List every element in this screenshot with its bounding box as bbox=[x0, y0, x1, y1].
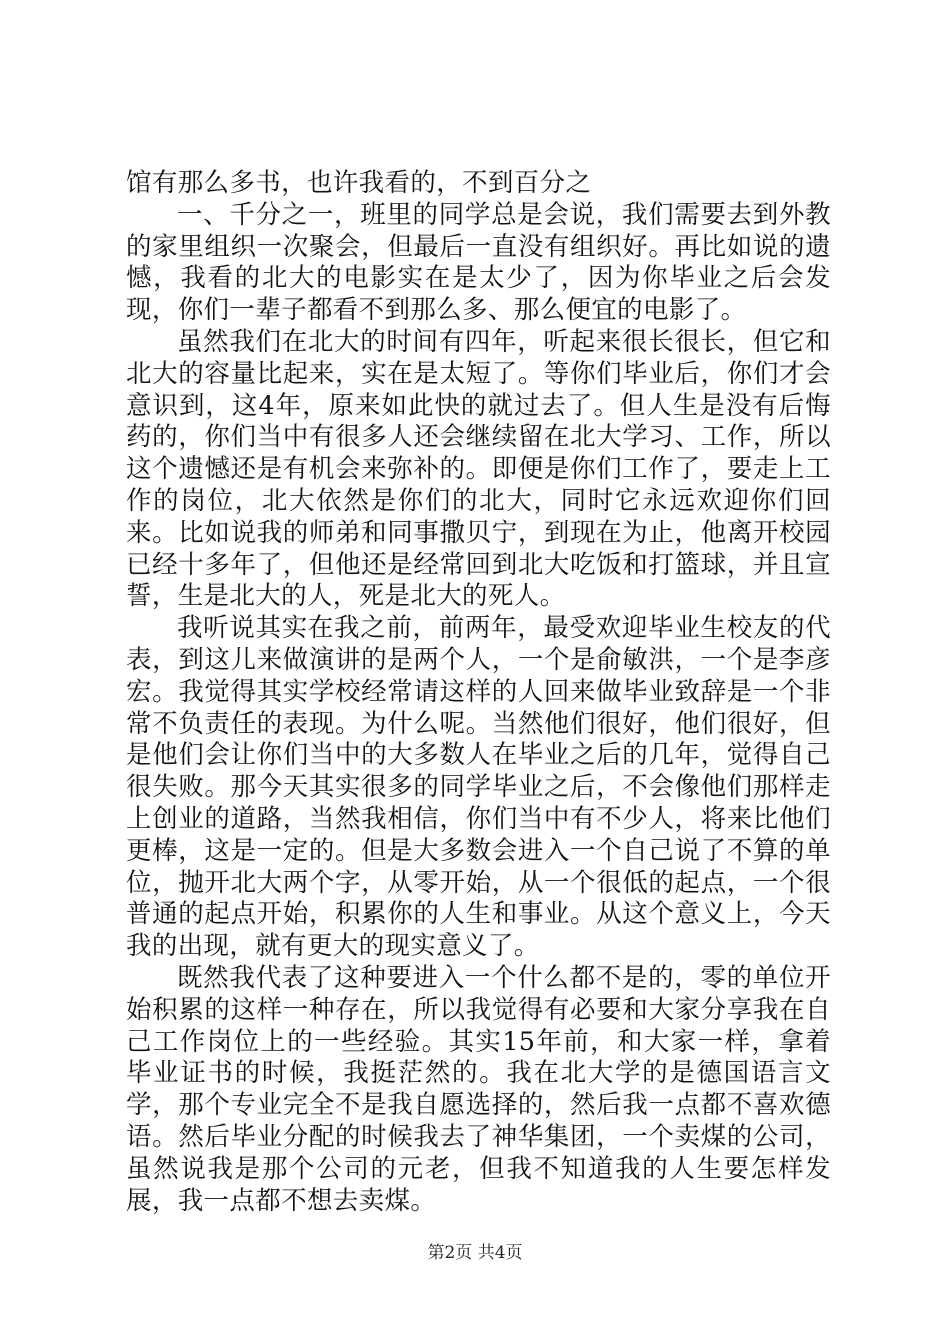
paragraph-3: 虽然我们在北大的时间有四年，听起来很长很长，但它和北大的容量比起来，实在是太短了。等你们毕业后，你们才会意识到，这4年，原来如此快的就过去了。但人生是没有后悔药的，你们当中有很多人还会继续留在北大学习、工作，所以这个遗憾还是有机会来弥补的。即便是你们工作了，要走上工作的岗位，北大依然是你们的北大，同时它永远欢迎你们回来。比如说我的师弟和同事撒贝宁，到现在为止，他离开校园已经十多年了，但他还是经常回到北大吃饭和打篮球，并且宣誓，生是北大的人，死是北大的死人。 bbox=[126, 326, 831, 612]
paragraph-4: 我听说其实在我之前，前两年，最受欢迎毕业生校友的代表，到这儿来做演讲的是两个人，一个是俞敏洪，一个是李彦宏。我觉得其实学校经常请这样的人回来做毕业致辞是一个非常不负责任的表现。为什么呢。当然他们很好，他们很好，但是他们会让你们当中的大多数人在毕业之后的几年，觉得自己很失败。那今天其实很多的同学毕业之后，不会像他们那样走上创业的道路，当然我相信，你们当中有不少人，将来比他们更棒，这是一定的。但是大多数会进入一个自己说了不算的单位，抛开北大两个字，从零开始，从一个很低的起点，一个很普通的起点开始，积累你的人生和事业。从这个意义上，今天我的出现，就有更大的现实意义了。 bbox=[126, 613, 831, 962]
paragraph-5: 既然我代表了这种要进入一个什么都不是的，零的单位开始积累的这样一种存在，所以我觉得有必要和大家分享我在自己工作岗位上的一些经验。其实15年前，和大家一样，拿着毕业证书的时候，我挺茫然的。我在北大学的是德国语言文学，那个专业完全不是我自愿选择的，然后我一点都不喜欢德语。然后毕业分配的时候我去了神华集团，一个卖煤的公司，虽然说我是那个公司的元老，但我不知道我的人生要怎样发展，我一点都不想去卖煤。 bbox=[126, 962, 831, 1216]
paragraph-2: 一、千分之一，班里的同学总是会说，我们需要去到外教的家里组织一次聚会，但最后一直没有组织好。再比如说的遗憾，我看的北大的电影实在是太少了，因为你毕业之后会发现，你们一辈子都看不到那么多、那么便宜的电影了。 bbox=[126, 199, 831, 326]
paragraph-1: 馆有那么多书，也许我看的，不到百分之 bbox=[126, 168, 592, 198]
document-body bbox=[126, 168, 831, 1217]
page-footer: 第2页 共4页 bbox=[427, 1243, 523, 1263]
